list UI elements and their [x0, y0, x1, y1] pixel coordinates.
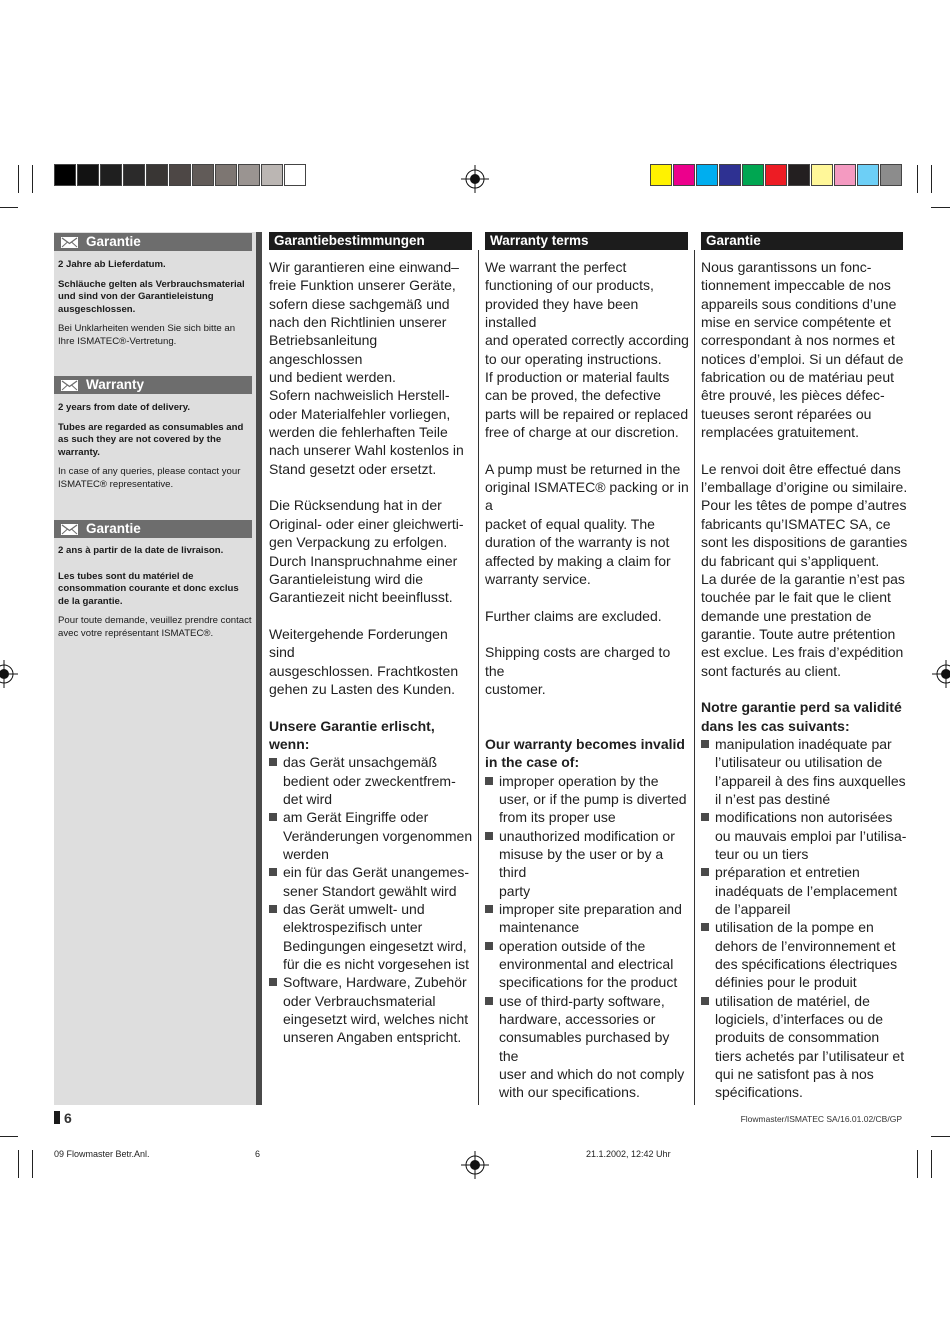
sidebar-section-en [58, 402, 252, 499]
process-color-bar [650, 164, 903, 187]
sidebar-heading-label: Garantie [86, 234, 141, 249]
list-item: operation outside of the environmental and electrical specifications for the product [485, 937, 691, 992]
registration-mark-icon [0, 660, 18, 688]
color-swatch [673, 164, 695, 186]
color-swatch [857, 164, 879, 186]
page-number-text: 6 [64, 1110, 72, 1126]
color-swatch [719, 164, 741, 186]
page-number [54, 1110, 72, 1126]
column-en [485, 258, 691, 1102]
sidebar-heading-garantie-de [54, 233, 252, 251]
color-swatch [765, 164, 787, 186]
gray-swatch [215, 164, 237, 186]
sidebar-heading-warranty-en [54, 376, 252, 394]
envelope-icon [61, 237, 78, 248]
slug-date: 21.1.2002, 12:42 Uhr [586, 1149, 671, 1159]
list-item: manipulation inadéquate par l’utilisateur ou utilisation de l’appareil à des fins auxquelles il n’est pas destiné [701, 735, 909, 808]
gray-swatch [192, 164, 214, 186]
list-item: utilisation de matériel, de logiciels, d’interfaces ou de produits de consommation tiers achetés par l’utilisateur et qui ne satisfont pas à nos spécifications. [701, 992, 909, 1102]
sidebar-divider [256, 232, 262, 1105]
paragraph: Die Rücksendung hat in der Original- oder einer gleichwerti- gen Verpackung zu erfolgen. Durch Inanspruchnahme einer Garantieleistung wird die Garantiezeit nicht beeinflusst. [269, 497, 464, 606]
sidebar-text: Schläuche gelten als Verbrauchsmaterial und sind von der Garantieleistung ausgeschlossen. [58, 278, 245, 315]
gray-swatch [77, 164, 99, 186]
sidebar-text: 2 years from date of delivery. [58, 402, 191, 413]
color-swatch [742, 164, 764, 186]
paragraph: Weitergehende Forderungen sind ausgeschlossen. Frachtkosten gehen zu Lasten des Kunden. [269, 625, 459, 697]
color-swatch [788, 164, 810, 186]
paragraph: Nous garantissons un fonc- tionnement impeccable de nos appareils sous conditions d’une mise en service compétente et correspondant à nos normes et notices d’emploi. Si un défaut de fabrication ou de matériau peut être prouvé, les pièces défec- tueuses seront réparées ou remplacées gratuitement. [701, 259, 904, 441]
sidebar-text: 2 ans à partir de la date de livraison. [58, 545, 224, 556]
list-item: ein für das Gerät unangemes- sener Standort gewählt wird [269, 863, 474, 900]
paragraph: Shipping costs are charged to the customer. [485, 644, 671, 697]
page-marker [54, 1111, 60, 1124]
list-item: préparation et entretien inadéquats de l’emplacement de l’appareil [701, 863, 909, 918]
list-item: das Gerät umwelt- und elektrospezifisch unter Bedingungen eingesetzt wird, für die es nicht vorgesehen ist [269, 900, 474, 973]
paragraph: A pump must be returned in the original ISMATEC® packing or in a packet of equal quality. The duration of the warranty is not affected by making a claim for warranty service. [485, 460, 689, 587]
list-item: das Gerät unsachgemäß bedient oder zweckentfrem- det wird [269, 753, 474, 808]
grayscale-color-bar [54, 164, 307, 187]
sidebar-text: 2 Jahre ab Lieferdatum. [58, 259, 166, 270]
column-heading-en: Warranty terms [485, 232, 688, 250]
slug-filename: 09 Flowmaster Betr.Anl. [54, 1149, 150, 1159]
gray-swatch [284, 164, 306, 186]
exclusion-list [485, 772, 691, 1102]
paragraph: We warrant the perfect functioning of our products, provided they have been installed and operated correctly according to our operating instructions. If production or material faults can be proved, the defective parts will be repaired or replaced free of charge at our discretion. [485, 259, 689, 441]
registration-mark-icon [461, 1151, 489, 1179]
gray-swatch [146, 164, 168, 186]
gray-swatch [169, 164, 191, 186]
paragraph: Le renvoi doit être effectué dans l’emballage d’origine ou similaire. Pour les têtes de pompe d’autres fabricants qu’ISMATEC SA, ce sont les dispositions de garanties du fabricant qui s’appliquent. La durée de la garantie n’est pas touchée par le fait que le client demande une prestation de garantie. Toute autre prétention est exclue. Les frais d’expédition sont facturés au client. [701, 460, 908, 679]
sidebar-heading-garantie-fr [54, 520, 252, 538]
list-title: Our warranty becomes invalid in the case of: [485, 735, 685, 771]
document-reference: Flowmaster/ISMATEC SA/16.01.02/CB/GP [740, 1114, 902, 1124]
envelope-icon [61, 380, 78, 391]
paragraph: Wir garantieren eine einwand– freie Funktion unserer Geräte, sofern diese sachgemäß und nach den Richtlinien unserer Betriebsanleitung angeschlossen und bedient werden. Sofern nachweislich Herstell- oder Materialfehler vorliegen, werden die fehlerhaften Teile nach unserer Wahl kostenlos in Stand gesetzt oder ersetzt. [269, 259, 464, 477]
registration-mark-icon [461, 165, 489, 193]
list-item: utilisation de la pompe en dehors de l’environnement et des spécifications électriques définies pour le produit [701, 918, 909, 991]
sidebar-section-fr [58, 545, 252, 648]
sidebar-section-de [58, 259, 252, 356]
registration-mark-icon [932, 660, 950, 688]
gray-swatch [238, 164, 260, 186]
column-heading-de: Garantiebestimmungen [269, 232, 472, 250]
gray-swatch [54, 164, 76, 186]
list-item: unauthorized modification or misuse by the user or by a third party [485, 827, 691, 900]
gray-swatch [123, 164, 145, 186]
color-swatch [811, 164, 833, 186]
color-swatch [650, 164, 672, 186]
list-item: use of third-party software, hardware, accessories or consumables purchased by the user and which do not comply with our specifications. [485, 992, 691, 1102]
column-divider [694, 250, 695, 1105]
sidebar-text: Pour toute demande, veuillez prendre contact avec votre représentant ISMATEC®. [58, 615, 252, 639]
sidebar-panel [54, 232, 256, 1105]
column-heading-fr: Garantie [701, 232, 903, 250]
exclusion-list [701, 735, 909, 1102]
exclusion-list [269, 753, 474, 1047]
sidebar-text: Les tubes sont du matériel de consommation courante et donc exclus de la garantie. [58, 570, 239, 607]
paragraph: Further claims are excluded. [485, 607, 662, 624]
color-swatch [696, 164, 718, 186]
sidebar-text: In case of any queries, please contact your ISMATEC® representative. [58, 466, 241, 490]
list-item: Software, Hardware, Zubehör oder Verbrauchsmaterial eingesetzt wird, welches nicht unseren Angaben entspricht. [269, 973, 474, 1046]
slug-page: 6 [255, 1149, 261, 1159]
gray-swatch [100, 164, 122, 186]
column-fr [701, 258, 909, 1102]
list-item: improper operation by the user, or if the pump is diverted from its proper use [485, 772, 691, 827]
envelope-icon [61, 524, 78, 535]
color-swatch [880, 164, 902, 186]
sidebar-heading-label: Garantie [86, 521, 141, 536]
sidebar-text: Bei Unklarheiten wenden Sie sich bitte an Ihre ISMATEC®-Vertretung. [58, 323, 236, 347]
list-item: modifications non autorisées ou mauvais emploi par l’utilisa- teur ou un tiers [701, 808, 909, 863]
gray-swatch [261, 164, 283, 186]
color-swatch [834, 164, 856, 186]
list-item: am Gerät Eingriffe oder Veränderungen vorgenommen werden [269, 808, 474, 863]
sidebar-heading-label: Warranty [86, 377, 145, 392]
column-de [269, 258, 474, 1047]
list-title: Notre garantie perd sa validité dans les cas suivants: [701, 699, 902, 734]
sidebar-text: Tubes are regarded as consumables and as such they are not covered by the warranty. [58, 421, 244, 458]
column-divider [478, 250, 479, 1105]
list-item: improper site preparation and maintenance [485, 900, 691, 937]
list-title: Unsere Garantie erlischt, wenn: [269, 717, 435, 752]
